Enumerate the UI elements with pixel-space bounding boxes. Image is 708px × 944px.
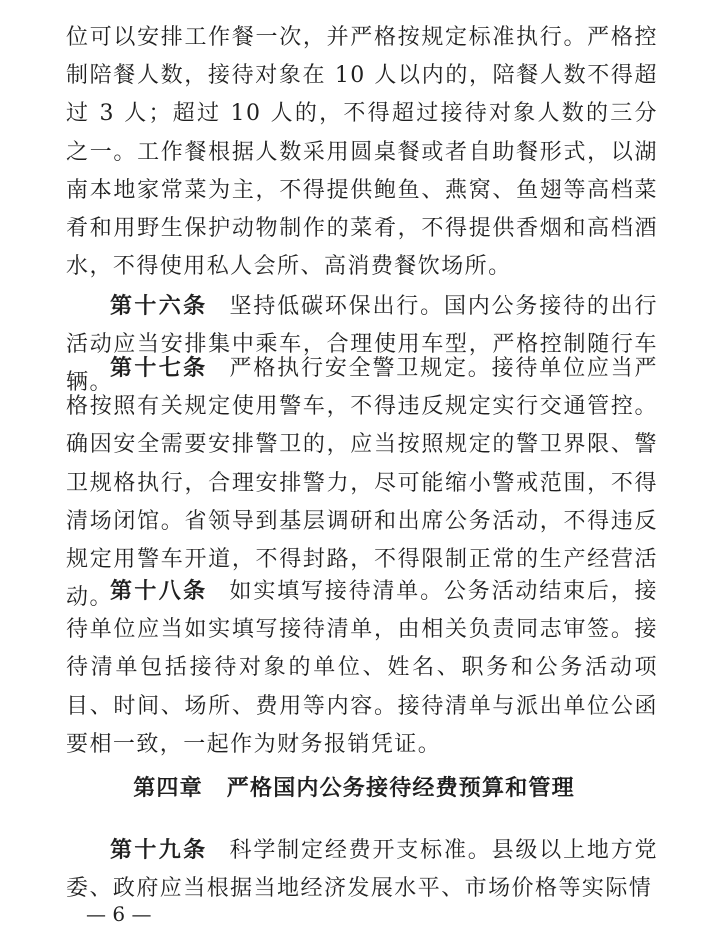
- page-number: — 6 —: [86, 902, 152, 926]
- chapter-number: 第四章: [133, 775, 203, 801]
- paragraph-continuation: [66, 19, 658, 286]
- article-text: 如实填写接待清单。公务活动结束后，接待单位应当如实填写接待清单，由相关负责同志审签。接待清单包括接待对象的单位、姓名、职务和公务活动项目、时间、场所、费用等内容。接待清单与派出单位公函要相一致，一起作为财务报销凭证。: [66, 579, 658, 757]
- article-text: 严格执行安全警卫规定。接待单位应当严格按照有关规定使用警车，不得违反规定实行交通管控。确因安全需要安排警卫的，应当按照规定的警卫界限、警卫规格执行，合理安排警力，尽可能缩小警戒范围，不得清场闭馆。省领导到基层调研和出席公务活动，不得违反规定用警车开道，不得封路，不得限制正常的生产经营活动。: [66, 356, 658, 611]
- chapter-heading: [0, 771, 708, 802]
- article-18: [66, 572, 658, 764]
- article-number: 第十九条: [110, 837, 208, 863]
- chapter-title: 严格国内公务接待经费预算和管理: [226, 775, 575, 801]
- article-number: 第十七条: [110, 355, 208, 381]
- article-number: 第十六条: [110, 293, 208, 319]
- paragraph-text: 位可以安排工作餐一次，并严格按规定标准执行。严格控制陪餐人数，接待对象在 10 人以内的，陪餐人数不得超过 3 人；超过 10 人的，不得超过接待对象人数的三分之一。工作餐根据人数采用圆桌餐或者自助餐形式，以湖南本地家常菜为主，不得提供鲍鱼、燕窝、鱼翅等高档菜肴和用野生保护动物制作的菜肴，不得提供香烟和高档酒水，不得使用私人会所、高消费餐饮场所。: [66, 25, 658, 280]
- article-19: [66, 831, 658, 908]
- article-number: 第十八条: [110, 578, 208, 604]
- article-text: 坚持低碳环保出行。国内公务接待的出行活动应当安排集中乘车，合理使用车型，严格控制随行车辆。: [66, 294, 658, 396]
- article-text: 科学制定经费开支标准。县级以上地方党委、政府应当根据当地经济发展水平、市场价格等实际情: [66, 838, 658, 902]
